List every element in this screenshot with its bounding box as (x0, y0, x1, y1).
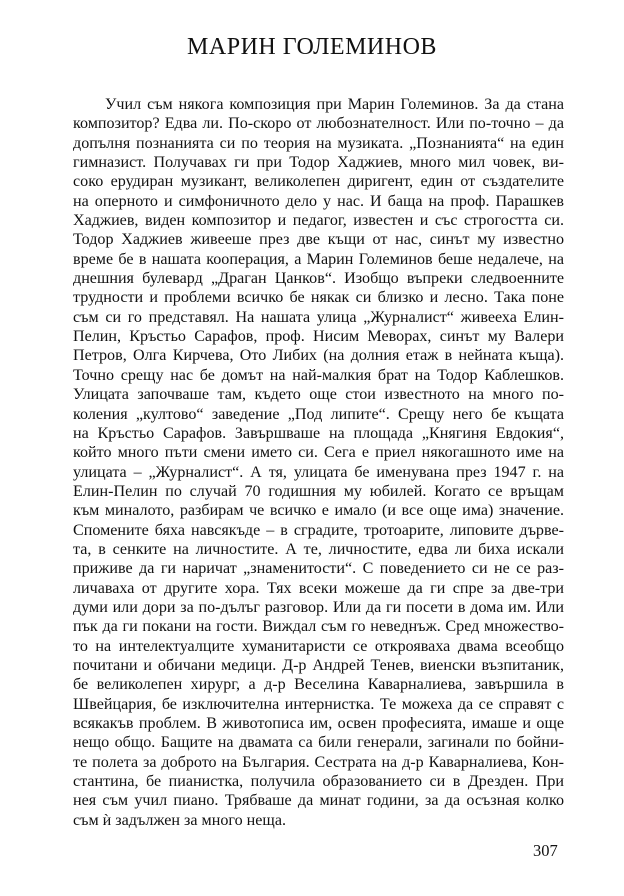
text-line: стантина, бе пианистка, получила образованието си в Дрезден. При (73, 773, 564, 791)
text-line: Улицата започваше там, където още стои известното на много по- (73, 386, 564, 404)
text-line: днешния булевард „Драган Цанков“. Изобщо въпреки следвоенните (73, 270, 564, 288)
text-line: Пелин, Кръстьо Сарафов, проф. Нисим Меворах, синът му Валери (73, 328, 564, 346)
text-line: Точно срещу нас бе домът на най-малкия брат на Тодор Каблешков. (73, 366, 564, 384)
text-line: съм си го представял. На нашата улица „Журналист“ живееха Елин- (73, 308, 564, 326)
text-line: нея съм учил пиано. Трябваше да минат години, за да осъзная колко (73, 792, 564, 810)
body-paragraph (73, 95, 564, 830)
text-line: съм ѝ задължен за много неща. (73, 811, 286, 829)
text-line: улицата – „Журналист“. А тя, улицата бе именувана през 1947 г. на (73, 463, 564, 481)
text-line: към миналото, разбирам че всичко е имало (и все още има) значение. (73, 502, 564, 520)
text-line: та, в сенките на личностите. А те, личностите, едва ли биха искали (73, 540, 564, 558)
text-line: Тодор Хаджиев живееше през две къщи от нас, синът му известно (73, 231, 564, 249)
text-line: трудности и проблеми всичко бе някак си близко и лесно. Така поне (73, 289, 564, 307)
chapter-title: МАРИН ГОЛЕМИНОВ (187, 34, 437, 60)
text-line: Учил съм някога композиция при Марин Големинов. За да стана (105, 96, 564, 113)
page-number: 307 (533, 841, 558, 860)
text-line: композитор? Едва ли. По-скоро от любознателност. Или по-точно – да (73, 115, 564, 133)
text-line: гимназист. Получавах ги при Тодор Хаджиев, много мил човек, ви- (73, 154, 564, 172)
text-line: Спомените бяха навсякъде – в сградите, тротоарите, липовите дърве- (73, 521, 564, 539)
text-line: бе великолепен хирург, а д-р Веселина Каварналиева, завършила в (73, 676, 564, 694)
text-line: те полета за доброто на България. Сестрата на д-р Каварналиева, Кон- (73, 753, 564, 771)
text-line: време бе в нашата кооперация, а Марин Големинов беше недалече, на (73, 250, 564, 268)
text-line: приживе да ги наричат „знаменитости“. С поведението си не се раз- (73, 560, 564, 578)
text-line: Петров, Олга Кирчева, Ото Либих (на долния етаж в нейната къща). (73, 347, 564, 365)
text-line: нещо общо. Бащите на двамата са били генерали, загинали по бойни- (73, 734, 564, 752)
text-line: пък да ги покани на гости. Виждал съм го неведнъж. Сред множество- (73, 618, 564, 636)
text-line: всякакъв проблем. В животописа им, освен професията, имаше и още (73, 715, 564, 732)
text-line: думи или дори за по-дълъг разговор. Или да ги посети в дома им. Или (73, 598, 564, 616)
text-line: допълня познанията си по теория на музиката. „Познанията“ на един (73, 134, 564, 152)
text-line: то на интелектуалците хуманитаристи се открояваха двама всеобщо (73, 637, 564, 655)
text-line: личаваха от другите хора. Тях всеки можеше да ги спре за две-три (73, 579, 564, 597)
text-line: на оперното и симфоничното дело у нас. И баща на проф. Парашкев (73, 192, 564, 210)
text-line: Швейцария, бе изключителна интернистка. Те можеха да се справят с (73, 695, 564, 713)
text-line: соко ерудиран музикант, великолепен диригент, един от създателите (73, 173, 564, 191)
text-line: на Кръстьо Сарафов. Завършваше на площада „Княгиня Евдокия“, (73, 424, 564, 442)
text-line: Елин-Пелин по случай 70 годишния му юбилей. Когато се връщам (73, 482, 564, 500)
text-line: Хаджиев, виден композитор и педагог, известен и със строгостта си. (73, 212, 564, 230)
text-line: почитани и обичани медици. Д-р Андрей Тенев, виенски възпитаник, (73, 656, 564, 674)
text-line: коления „култово“ заведение „Под липите“. Срещу него бе къщата (73, 405, 564, 423)
text-line: който много пъти смени името си. Сега е приел някогашното име на (73, 444, 564, 462)
